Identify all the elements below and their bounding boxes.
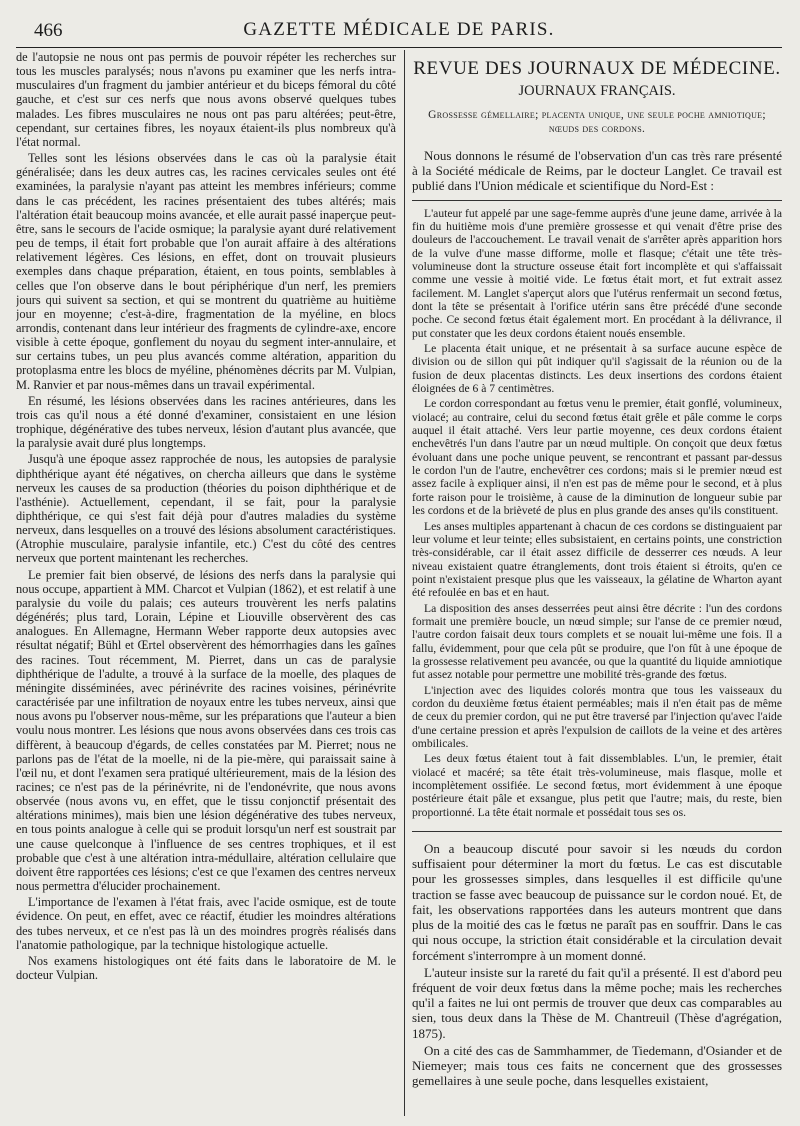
quoted-paragraph: La disposition des anses desserrées peut ainsi être décrite : l'un des cordons formait une première boucle, un nœud simple; sur l'anse de ce premier nœud, l'autre cordon faisait deux tours complets et se nouait lui-même une fois. Il a fallu, évidemment, pour que cela pût se produire, que l'on fût à une époque de la grossesse relativement peu avancée, ou que la quantité du liquide amniotique fut assez notable pour permettre une mobilité très-grande des fœtus. xyxy=(412,601,782,682)
commentary-paragraph: L'auteur insiste sur la rareté du fait qu'il a présenté. Il est d'abord peu fréquent de voir deux fœtus dans la même poche; mais les recherches qu'il a faites ne lui ont permis de trouver que deux cas comparables au sien, tous deux dans la Thèse de M. Chantreuil (Thèse d'agrégation, 1875). xyxy=(412,964,782,1041)
left-paragraph: En résumé, les lésions observées dans les racines antérieures, dans les trois cas qu'il nous a été donné d'examiner, consistaient en une lésion trophique, dégénérative des tubes nerveux, lésion d'autant plus avancée, que la paralysie avait duré plus longtemps. xyxy=(16,393,396,451)
quoted-paragraph: L'auteur fut appelé par une sage-femme auprès d'une jeune dame, arrivée à la fin du huitième mois d'une première grossesse et qui venait d'être prise des douleurs de l'accouchement. Le travail venait de s'arrêter après apparition hors de la vulve d'une masse difforme, molle et flasque; c'était une tête très-volumineuse dont la structure osseuse était fort incomplète et qui s'affaissait comme une vessie à moitié vide. Le fœtus était mort, et fut extrait assez facilement. M. Langlet s'aperçut alors que l'utérus renfermait un second fœtus, dont la tête se présentait à l'orifice utérin sans être précédé d'une seconde poche. Ce second fœtus était également mort. En procédant à la délivrance, il put constater que les deux cordons étaient noués ensemble. xyxy=(412,206,782,340)
section-title: REVUE DES JOURNAUX DE MÉDECINE. xyxy=(413,58,781,79)
quoted-paragraph: Le placenta était unique, et ne présentait à sa surface aucune espèce de division ou de sillon qui pût indiquer qu'il s'agissait de la réunion ou de la fusion de deux placentas distincts. Les deux insertions des cordons étaient éloignées de 6 à 7 centimètres. xyxy=(412,342,782,396)
left-paragraph: Nos examens histologiques ont été faits dans le laboratoire de M. le docteur Vulpian. xyxy=(16,953,396,982)
left-paragraph: Telles sont les lésions observées dans le cas où la paralysie était généralisée; dans les deux autres cas, les racines cervicales seules ont été examinées, la paralysie n'ayant pas atteint les membres inférieurs; comme dans le cas précédent, les racines présentaient des tubes altérés; mais l'altération était beaucoup moins avancée, et elle aurait passé inaperçue peut-être, sans le secours de l'acide osmique; la paralysie ayant duré relativement peu de temps, il était fort probable que l'on aurait affaire à des altérations relativement légères. Ces lésions, en effet, dont on trouvait plusieurs exemples dans chaque préparation, étaient, en tous points, semblables à celles que l'on observe dans le bout périphérique d'un nerf, les premiers jours qui suivent sa section, et qui se montrent du quatrième au huitième jour en moyenne; c'est-à-dire, fragmentation de la myéline, en blocs arrondis, contenant dans leur intérieur des fragments de cylindre-axe, encore visible à cette époque, gonflement du noyau du segment inter-annulaire, et sur certains tubes, un peu plus avancés comme altération, apparition du protoplasma entre les blocs de myéline, phénomènes décrits par M. Vulpian, M. Ranvier et par nous-mêmes dans un travail expérimental. xyxy=(16,151,396,392)
section-subtitle: JOURNAUX FRANÇAIS. xyxy=(518,83,676,99)
left-column xyxy=(16,50,396,1120)
left-paragraph: de l'autopsie ne nous ont pas permis de pouvoir répéter les recherches sur tous les muscles paralysés; nous n'avons pu examiner que les nerfs intra-musculaires d'un fragment du jambier antérieur et du biceps fémoral du côté gauche, et c'est sur ces nerfs que nous avons observé quelques tubes malades. Les fibres musculaires ne nous ont pas paru altérées; peut-être, cependant, sur certaines fibres, les noyaux étaient-ils plus nombreux qu'à l'état normal. xyxy=(16,50,396,149)
page-header xyxy=(16,14,782,48)
quote-end-rule xyxy=(412,831,782,832)
journal-title: GAZETTE MÉDICALE DE PARIS. xyxy=(243,19,555,40)
quoted-paragraph: L'injection avec des liquides colorés montra que tous les vaisseaux du cordon du deuxième fœtus étaient perméables; mais il n'en était pas de même de ceux du premier cordon, qui ne put être traversé par l'injection qu'avec l'aide d'une certaine pression et après l'expulsion de caillots de la veine et des artères ombilicales. xyxy=(412,683,782,751)
columns xyxy=(16,50,782,1120)
article-rule xyxy=(412,200,782,201)
commentary-paragraph: On a beaucoup discuté pour savoir si les nœuds du cordon suffisaient pour déterminer la mort du fœtus. Le cas est discutable pour les grossesses simples, dans lesquelles il est difficile qu'une traction se fasse avec beaucoup de puissance sur le cordon noué. Et, de fait, les observations rapportées dans les auteurs montrent que dans plus de la moitié des cas le fœtus ne paraît pas en souffrir. Dans le cas qui nous occupe, la striction était considérable et la circulation devait forcément s'interrompre à un moment donné. xyxy=(412,841,782,963)
right-column xyxy=(412,50,782,1120)
page-number: 466 xyxy=(34,20,63,41)
left-paragraph: L'importance de l'examen à l'état frais, avec l'acide osmique, est de toute évidence. On peut, en effet, avec ce réactif, étudier les moindres altérations des tubes nerveux, et ce n'est pas là un des moindres progrès réalisés dans l'anatomie pathologique, par la technique histologique actuelle. xyxy=(16,895,396,952)
article-title: Grossesse gémellaire; placenta unique, une seule poche amniotique; nœuds des cordons. xyxy=(428,109,766,135)
left-paragraph: Jusqu'à une époque assez rapprochée de nous, les autopsies de paralysie diphthérique ayant été négatives, on chercha ailleurs que dans le système nerveux les causes de sa production (théories du poison diphthérique et de l'asthénie). Actuellement, cependant, il se fait, pour la paralysie diphthérique, ce qui s'est fait déjà pour d'autres maladies du système nerveux, dans lesquelles on a trouvé des lésions absolument caractéristiques. (Atrophie musculaire, paralysie infantile, etc.) C'est du côté des centres nerveux que portent maintenant les recherches. xyxy=(16,452,396,566)
quoted-paragraph: Le cordon correspondant au fœtus venu le premier, était gonflé, volumineux, violacé; au contraire, celui du second fœtus était grêle et pâle comme le corps auquel il était attaché. Vers leur partie moyenne, ces deux cordons étaient enchevêtrés l'un dans l'autre par un nœud multiple. On conçoit que deux fœtus évoluant dans une poche unique peuvent, se rencontrant et passant par-dessus le cordon l'un de l'autre, enchevêtrer ces cordons; mais si le premier nœud est assez facile à expliquer ainsi, il n'en est pas de même pour le second, et à plus forte raison pour le troisième, à cause de la diminution de longueur subie par les cordons et de la brièveté de plus en plus grande des anses qu'ils constituent. xyxy=(412,397,782,518)
commentary xyxy=(412,841,782,1088)
commentary-paragraph: On a cité des cas de Sammhammer, de Tiedemann, d'Osiander et de Niemeyer; mais tous ces faits ne concernent que des grossesses gemellaires à une seule poche, dans lesquelles existaient, xyxy=(412,1042,782,1089)
quoted-observation xyxy=(412,207,782,819)
quoted-paragraph: Les anses multiples appartenant à chacun de ces cordons se distinguaient par leur volume et leur teinte; elles subsistaient, en certains points, une constriction très-considérable, car il était assez difficile de desserrer ces nœuds. A leur niveau existaient quatre étranglements, dont trois étaient si étroits, qu'en ce point n'existaient presque plus que les vaisseaux, la gélatine de Wharton ayant été refoulée en bas et en haut. xyxy=(412,519,782,600)
column-divider xyxy=(404,50,405,1116)
left-paragraph: Le premier fait bien observé, de lésions des nerfs dans la paralysie qui nous occupe, appartient à MM. Charcot et Vulpian (1862), et est relatif à une paralysie du voile du palais; ces auteurs trouvèrent les nerfs palatins dégénérés; plus tard, Lorain, Lépine et Liouville observèrent des cas analogues. En Allemagne, Hermann Weber rapporte deux autopsies avec résultat négatif; Bühl et Œrtel observèrent des hémorrhagies dans les gaînes des racines. Tout récemment, M. Pierret, dans un cas de paralysie diphthérique de l'adulte, a trouvé à la surface de la moelle, des plaques de méningite disséminées, avec périnévrite des racines voisines, périnévrite caractérisée par une infiltration de noyaux entre les tubes nerveux, ainsi que nous avons pu l'observer nous-même, sur les préparations que l'auteur a bien voulu nous montrer. Les lésions que nous avons observées dans ces trois cas diffèrent, à beaucoup d'égards, de celles constatées par M. Pierret; nous ne parlons pas de l'état de la moelle, ni de la pie-mère, qui paraissait saine à l'œil nu, et dont l'examen sera pratiqué ultérieurement, mais de la lésion des racines; ce n'est pas de la périnévrite, ni de l'endonévrite, que nous avons observée (nous avons vu, en effet, que le tissu conjonctif présentait des altérations minimes), mais bien une lésion dégénérative des tubes nerveux, en tous points analogue à celle qui se produit lorsqu'un nerf est soustrait par une cause quelconque à l'influence de ses centres trophiques, et il est probable que c'est à une altération intra-médullaire, altération cellulaire que doivent être rapportées ces lésions; c'est ce que l'examen des centres nerveux nous permettra d'élucider prochainement. xyxy=(16,567,396,894)
article-intro: Nous donnons le résumé de l'observation d'un cas très rare présenté à la Société médicale de Reims, par le docteur Langlet. Ce travail est publié dans l'Union médicale et scientifique du Nord-Est : xyxy=(412,148,782,194)
quoted-paragraph: Les deux fœtus étaient tout à fait dissemblables. L'un, le premier, était violacé et macéré; sa tête était très-volumineuse, mais flasque, molle et incomplètement ossifiée. Le second fœtus, mort évidemment à une époque postérieure était pâle et exsangue, plus petit que l'autre; mais, du reste, bien proportionné. La tête était normale et possédait tous ses os. xyxy=(412,752,782,819)
